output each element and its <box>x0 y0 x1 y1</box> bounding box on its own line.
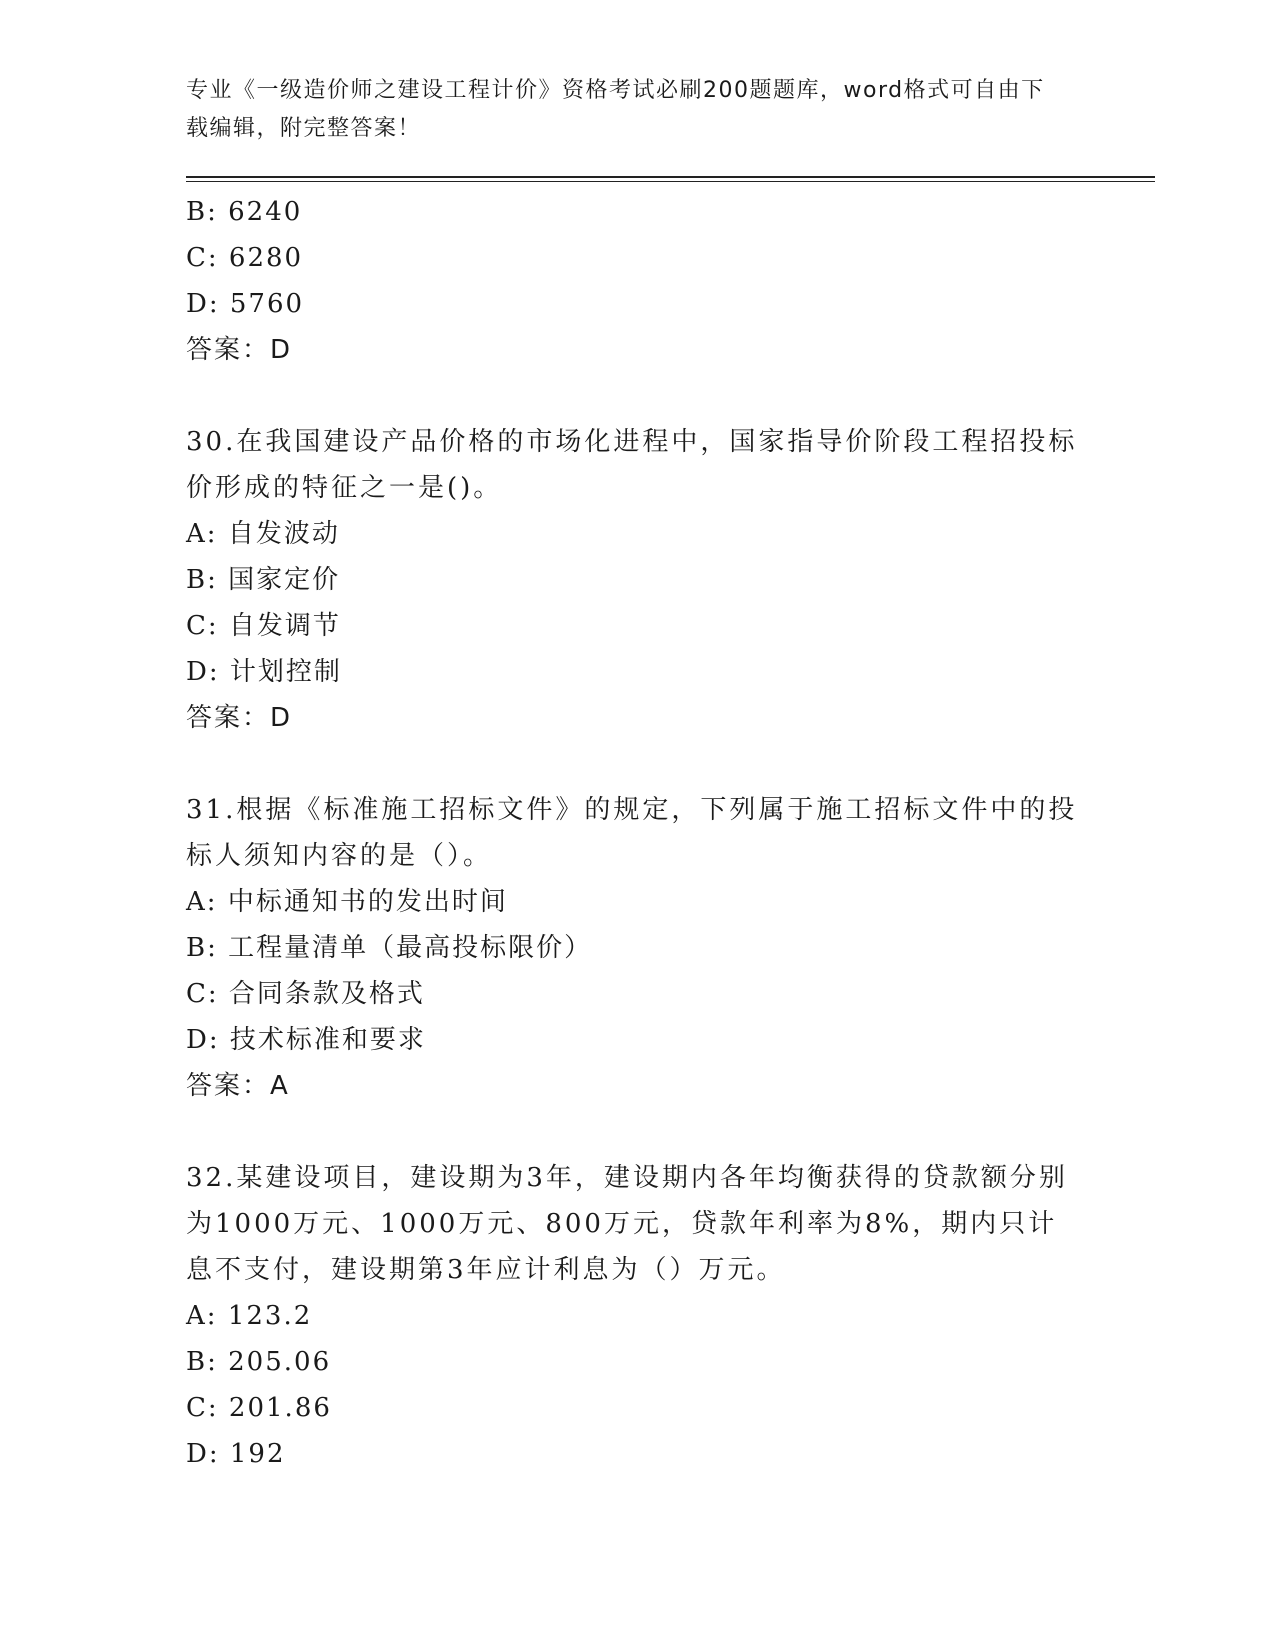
option-d: D: 计划控制 <box>186 657 342 687</box>
option-d: D: 5760 <box>186 289 305 319</box>
document-body <box>186 189 1086 1477</box>
question-32 <box>186 1155 1086 1477</box>
option-b: B: 国家定价 <box>186 565 341 595</box>
document-header: 专业《一级造价师之建设工程计价》资格考试必刷200题题库，word格式可自由下载编辑，附完整答案！ <box>186 78 1045 141</box>
question-29-tail <box>186 189 1086 373</box>
option-c: C: 自发调节 <box>186 611 341 641</box>
option-a: A: 中标通知书的发出时间 <box>186 887 508 917</box>
option-b: B: 205.06 <box>186 1347 332 1377</box>
spacer <box>186 373 1086 419</box>
option-a: A: 自发波动 <box>186 519 340 549</box>
option-c: C: 合同条款及格式 <box>186 979 425 1009</box>
option-c: C: 201.86 <box>186 1393 332 1423</box>
option-b: B: 6240 <box>186 197 303 227</box>
answer-line: 答案：A <box>186 1071 290 1101</box>
header-divider-thin <box>186 181 1155 182</box>
option-d: D: 技术标准和要求 <box>186 1025 426 1055</box>
question-30 <box>186 419 1086 741</box>
question-stem: 31.根据《标准施工招标文件》的规定，下列属于施工招标文件中的投标人须知内容的是（）。 <box>186 795 1078 871</box>
option-a: A: 123.2 <box>186 1301 313 1331</box>
question-stem: 32.某建设项目，建设期为3年，建设期内各年均衡获得的贷款额分别为1000万元、1000万元、800万元，贷款年利率为8%，期内只计息不支付，建设期第3年应计利息为（）万元。 <box>186 1163 1068 1285</box>
option-c: C: 6280 <box>186 243 304 273</box>
spacer <box>186 1109 1086 1155</box>
question-stem: 30.在我国建设产品价格的市场化进程中，国家指导价阶段工程招投标价形成的特征之一是()。 <box>186 427 1078 503</box>
answer-line: 答案：D <box>186 335 293 365</box>
header-divider <box>186 176 1155 178</box>
option-b: B: 工程量清单（最高投标限价） <box>186 933 593 963</box>
spacer <box>186 741 1086 787</box>
answer-line: 答案：D <box>186 703 293 733</box>
question-31 <box>186 787 1086 1109</box>
option-d: D: 192 <box>186 1439 286 1469</box>
